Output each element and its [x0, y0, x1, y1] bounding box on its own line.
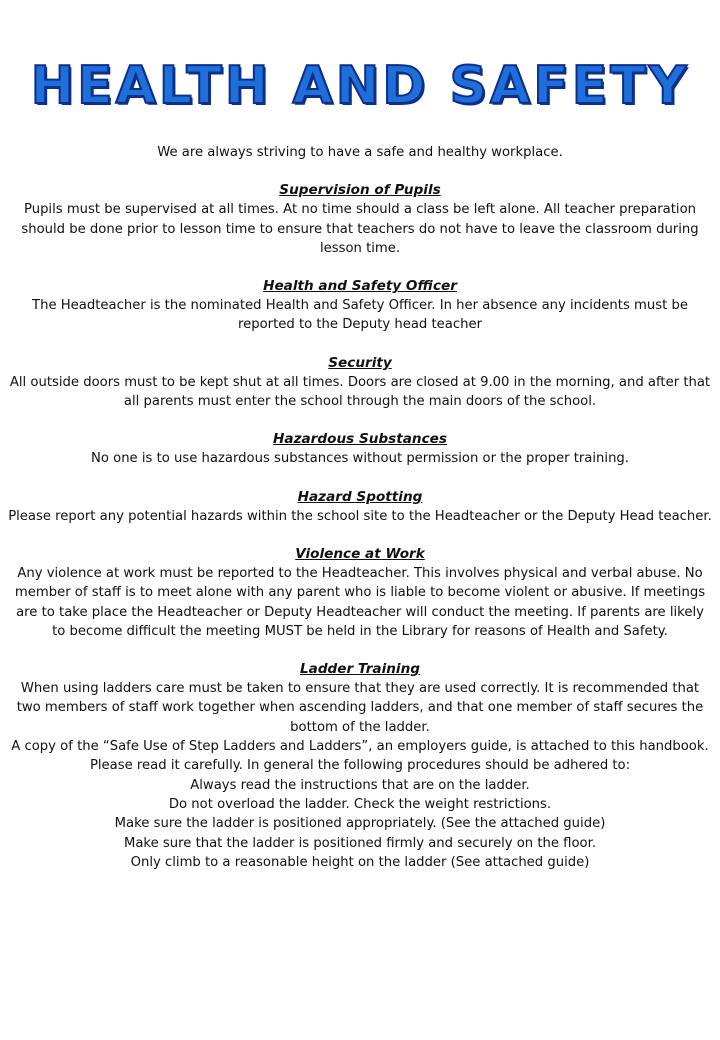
procedure-item: Make sure the ladder is positioned appropriately. (See the attached guide) — [114, 816, 606, 832]
section-heading: Ladder Training — [299, 661, 420, 678]
section-heading: Supervision of Pupils — [279, 182, 441, 199]
section-text: All outside doors must to be kept shut at all times. Doors are closed at 9.00 in the morning, and after that all parents must enter the school through the main doors of the school. — [9, 374, 711, 410]
section-health-safety-officer — [8, 276, 712, 335]
section-text: No one is to use hazardous substances without permission or the proper training. — [91, 451, 629, 467]
section-heading: Health and Safety Officer — [263, 278, 457, 295]
intro-text: We are always striving to have a safe and healthy workplace. — [157, 145, 563, 160]
procedure-item: Do not overload the ladder. Check the weight restrictions. — [168, 796, 552, 812]
section-text: Pupils must be supervised at all times. At no time should a class be left alone. All teacher preparation should be done prior to lesson time to ensure that teachers do not have to leave the classroom during lesson time. — [21, 202, 699, 256]
section-security — [8, 353, 712, 412]
procedure-item: Make sure that the ladder is positioned firmly and securely on the floor. — [123, 835, 597, 851]
section-heading: Hazardous Substances — [273, 431, 447, 448]
section-text: When using ladders care must be taken to ensure that they are used correctly. It is recommended that two members of staff work together when ascending ladders, and that one member of staff secures the bottom of the ladder. — [16, 681, 704, 735]
section-text: A copy of the “Safe Use of Step Ladders and Ladders”, an employers guide, is attached to this handbook. Please read it carefully. In general the following procedures should be adhered to: — [11, 739, 709, 774]
section-text: Please report any potential hazards within the school site to the Headteacher or the Deputy Head teacher. — [8, 508, 712, 524]
section-text: The Headteacher is the nominated Health and Safety Officer. In her absence any incidents must be reported to the Deputy head teacher — [32, 298, 688, 333]
section-hazardous-substances — [8, 429, 712, 468]
section-ladder-training — [8, 659, 712, 872]
section-supervision — [8, 180, 712, 258]
document-body — [8, 143, 712, 872]
section-text: Any violence at work must be reported to the Headteacher. This involves physical and verbal abuse. No member of staff is to meet alone with any parent who is liable to become violent or abusive. If meetings are to take place the Headteacher or Deputy Headteacher will conduct the meeting. If parents are likely to become difficult the meeting MUST be held in the Library for reasons of Health and Safety. — [14, 565, 706, 639]
section-heading: Violence at Work — [295, 545, 425, 562]
procedure-item: Only climb to a reasonable height on the ladder (See attached guide) — [130, 854, 590, 870]
page-title: HEALTH AND SAFETY — [30, 56, 690, 116]
section-heading: Security — [328, 354, 392, 371]
section-hazard-spotting — [8, 487, 712, 526]
section-violence-at-work — [8, 544, 712, 641]
section-heading: Hazard Spotting — [297, 488, 423, 505]
procedure-item: Always read the instructions that are on the ladder. — [190, 777, 530, 793]
